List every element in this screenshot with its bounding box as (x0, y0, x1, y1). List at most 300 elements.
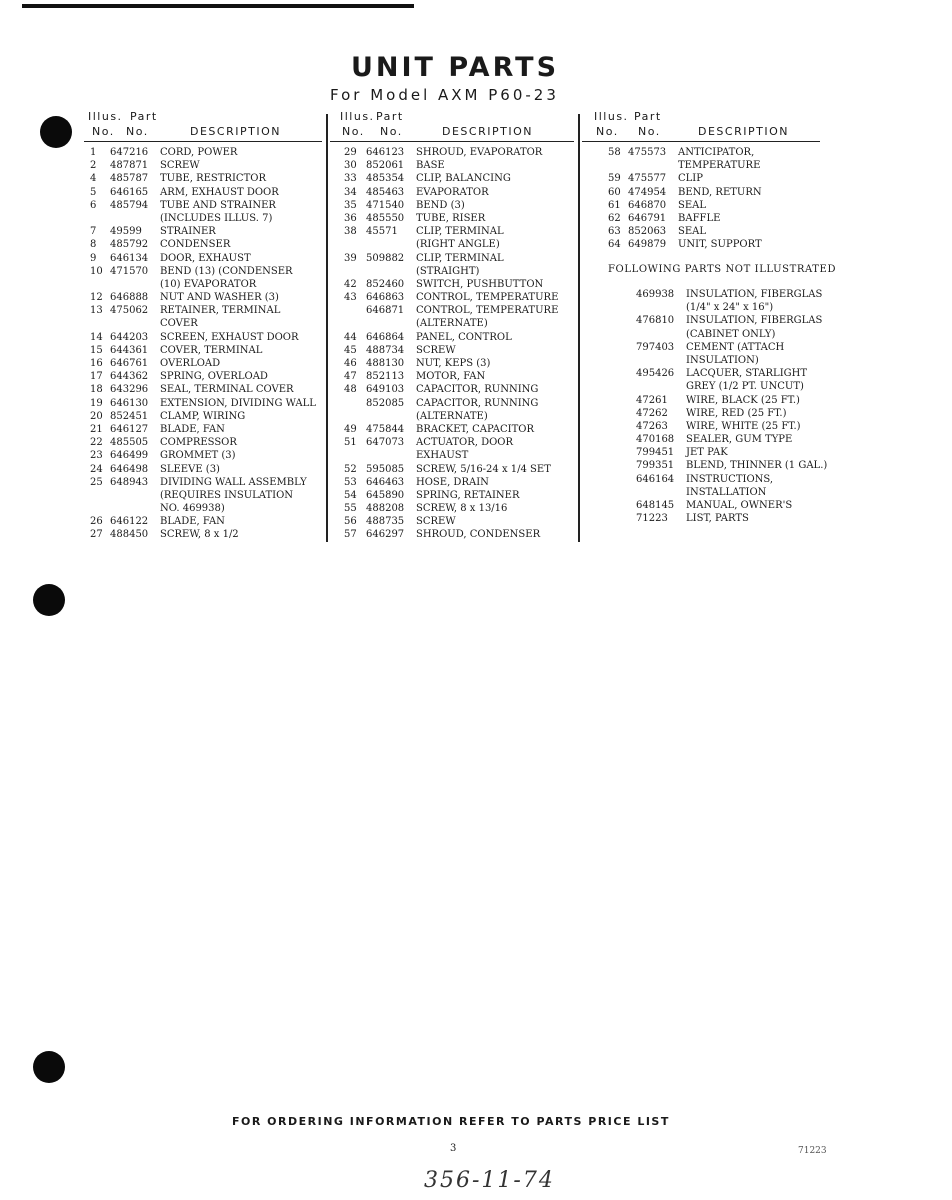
part-number: 45571 (366, 226, 398, 238)
part-number: 646134 (110, 252, 149, 264)
parts-list (330, 146, 576, 542)
parts-column-1 (84, 110, 324, 542)
parts-list (582, 146, 822, 252)
illus-number: 12 (90, 292, 103, 304)
part-row (330, 423, 576, 436)
header-illus-no: No. (342, 125, 365, 138)
part-row (84, 357, 324, 370)
part-row (330, 199, 576, 212)
part-number: 595085 (366, 463, 405, 475)
part-row (84, 172, 324, 185)
part-row (84, 463, 324, 476)
part-number: 475062 (110, 305, 149, 317)
part-row (582, 172, 822, 185)
illus-number: 16 (90, 358, 103, 369)
part-description: COVER (160, 318, 198, 330)
part-number: 646871 (366, 305, 405, 317)
illus-number: 15 (90, 344, 103, 356)
header-illus: Illus. (340, 110, 375, 123)
part-number: 647073 (366, 437, 405, 449)
part-number: 852113 (366, 371, 405, 383)
part-description: SEAL (678, 226, 707, 238)
illus-number: 1 (90, 147, 97, 158)
illus-number: 6 (90, 199, 97, 211)
illus-number: 33 (344, 173, 357, 185)
part-description: COMPRESSOR (160, 437, 237, 449)
part-number: 49599 (110, 226, 142, 238)
part-description: ARM, EXHAUST DOOR (160, 186, 279, 198)
part-description: TUBE, RISER (416, 212, 486, 224)
part-description: CLAMP, WIRING (160, 410, 246, 422)
illus-number: 61 (608, 199, 621, 211)
part-number: 852460 (366, 278, 405, 290)
illus-number: 4 (90, 173, 97, 185)
part-row (330, 370, 576, 383)
part-row (330, 225, 576, 238)
part-description: INSULATION) (686, 354, 759, 366)
part-row (330, 528, 576, 541)
part-description: COVER, TERMINAL (160, 344, 263, 356)
part-description: TUBE AND STRAINER (160, 199, 276, 211)
model-subtitle: For Model AXM P60-23 (330, 86, 559, 104)
part-number: 485787 (110, 173, 149, 185)
part-row (330, 436, 576, 449)
part-description: BLEND, THINNER (1 GAL.) (686, 460, 828, 472)
header-part: Part (130, 110, 158, 123)
part-number: 646761 (110, 358, 149, 369)
illus-number: 56 (344, 516, 357, 528)
part-number: 644362 (110, 371, 149, 383)
part-description: STRAINER (160, 226, 216, 238)
part-row (84, 317, 324, 330)
part-number: 475577 (628, 173, 667, 185)
ordering-footer: FOR ORDERING INFORMATION REFER TO PARTS PRICE LIST (232, 1115, 670, 1128)
part-row (582, 225, 822, 238)
part-number: 644361 (110, 344, 149, 356)
part-number: 646297 (366, 529, 405, 541)
illus-number: 54 (344, 489, 357, 501)
illus-number: 25 (90, 476, 103, 488)
part-number: 469938 (636, 289, 675, 300)
part-row (84, 397, 324, 410)
part-description: CLIP, BALANCING (416, 173, 511, 185)
illus-number: 57 (344, 529, 357, 541)
part-description: LIST, PARTS (686, 513, 749, 525)
part-row (330, 476, 576, 489)
part-description: EXTENSION, DIVIDING WALL (160, 397, 316, 409)
part-description: SCREW (160, 160, 200, 172)
part-description: SCREEN, EXHAUST DOOR (160, 331, 299, 343)
part-row (330, 265, 576, 278)
illus-number: 53 (344, 476, 357, 488)
part-number: 475844 (366, 423, 405, 435)
header-part: Part (376, 110, 404, 123)
part-row (330, 463, 576, 476)
part-row (330, 238, 576, 251)
part-row (84, 212, 324, 225)
part-number: 799351 (636, 460, 675, 472)
part-number: 485792 (110, 239, 149, 251)
parts-column-2 (330, 110, 576, 542)
part-row (84, 476, 324, 489)
column-divider-1 (326, 114, 328, 542)
illus-number: 13 (90, 305, 103, 317)
part-row (84, 238, 324, 251)
illus-number: 24 (90, 463, 103, 475)
part-description: SLEEVE (3) (160, 463, 220, 475)
part-description: CONDENSER (160, 239, 231, 251)
part-description: WIRE, BLACK (25 FT.) (686, 394, 800, 406)
illus-number: 17 (90, 371, 103, 383)
part-description: CONTROL, TEMPERATURE (416, 305, 559, 317)
part-number: 646130 (110, 397, 149, 409)
illus-number: 35 (344, 199, 357, 211)
column-divider-2 (578, 114, 580, 542)
illus-number: 20 (90, 410, 103, 422)
part-description: INSTRUCTIONS, (686, 473, 774, 485)
part-description: SEAL, TERMINAL COVER (160, 384, 294, 396)
part-number: 476810 (636, 315, 675, 327)
part-description: GROMMET (3) (160, 450, 236, 462)
part-number: 47263 (636, 420, 668, 432)
part-row (330, 172, 576, 185)
part-description: (ALTERNATE) (416, 410, 488, 422)
illus-number: 55 (344, 503, 357, 515)
part-number: 646499 (110, 450, 149, 462)
part-row (582, 238, 822, 251)
illus-number: 58 (608, 147, 621, 158)
part-number: 485354 (366, 173, 405, 185)
header-rule (582, 141, 820, 142)
header-part-no: No. (638, 125, 661, 138)
part-description: BLADE, FAN (160, 423, 225, 435)
part-description: SHROUD, EVAPORATOR (416, 147, 543, 158)
illus-number: 5 (90, 186, 97, 198)
part-description: INSTALLATION (686, 486, 767, 498)
illus-number: 62 (608, 212, 621, 224)
illus-number: 52 (344, 463, 357, 475)
part-row (582, 186, 822, 199)
part-description: WIRE, WHITE (25 FT.) (686, 420, 801, 432)
illus-number: 47 (344, 371, 357, 383)
part-number: 47261 (636, 394, 668, 406)
part-description: JET PAK (686, 447, 728, 459)
part-number: 488130 (366, 358, 405, 369)
illus-number: 30 (344, 160, 357, 172)
illus-number: 42 (344, 278, 357, 290)
part-description: CAPACITOR, RUNNING (416, 384, 539, 396)
part-row (84, 186, 324, 199)
part-description: NO. 469938) (160, 503, 225, 515)
part-description: DOOR, EXHAUST (160, 252, 251, 264)
part-number: 643296 (110, 384, 149, 396)
illus-number: 59 (608, 173, 621, 185)
part-number: 797403 (636, 341, 675, 353)
part-row (84, 344, 324, 357)
part-description: SCREW (416, 344, 456, 356)
part-number: 852061 (366, 160, 405, 172)
part-row (330, 357, 576, 370)
part-number: 485550 (366, 212, 405, 224)
part-number: 645890 (366, 489, 405, 501)
part-number: 646863 (366, 292, 405, 304)
part-number: 646127 (110, 423, 149, 435)
illus-number: 14 (90, 331, 103, 343)
part-number: 646498 (110, 463, 149, 475)
part-description: TEMPERATURE (678, 160, 761, 172)
part-description: BEND, RETURN (678, 186, 762, 198)
part-description: GREY (1/2 PT. UNCUT) (686, 381, 804, 393)
part-number: 852063 (628, 226, 667, 238)
part-row (84, 159, 324, 172)
part-description: SWITCH, PUSHBUTTON (416, 278, 544, 290)
part-number: 799451 (636, 447, 675, 459)
part-description: (CABINET ONLY) (686, 328, 776, 340)
part-description: (10) EVAPORATOR (160, 278, 257, 290)
part-row (84, 331, 324, 344)
part-row (84, 423, 324, 436)
part-description: BASE (416, 160, 445, 172)
handwritten-note: 356-11-74 (424, 1168, 555, 1193)
part-description: SEAL (678, 199, 707, 211)
illus-number: 46 (344, 358, 357, 369)
part-row (330, 502, 576, 515)
part-description: CLIP, TERMINAL (416, 252, 504, 264)
part-description: BLADE, FAN (160, 516, 225, 528)
part-number: 474954 (628, 186, 667, 198)
part-number: 649103 (366, 384, 405, 396)
part-number: 646870 (628, 199, 667, 211)
punch-hole-top (40, 116, 72, 148)
not-illustrated-heading: FOLLOWING PARTS NOT ILLUSTRATED (608, 264, 837, 275)
illus-number: 9 (90, 252, 97, 264)
part-number: 485463 (366, 186, 405, 198)
part-number: 646122 (110, 516, 149, 528)
part-row (84, 515, 324, 528)
part-number: 646864 (366, 331, 405, 343)
corner-code: 71223 (798, 1146, 827, 1156)
illus-number: 43 (344, 292, 357, 304)
part-row (330, 449, 576, 462)
punch-hole-bottom (33, 1051, 65, 1083)
part-description: ACTUATOR, DOOR (416, 437, 514, 449)
part-description: HOSE, DRAIN (416, 476, 489, 488)
part-description: BRACKET, CAPACITOR (416, 423, 534, 435)
part-row (84, 383, 324, 396)
part-number: 509882 (366, 252, 405, 264)
part-number: 646165 (110, 186, 149, 198)
part-row (330, 383, 576, 396)
part-description: (REQUIRES INSULATION (160, 489, 294, 501)
part-row (84, 489, 324, 502)
part-number: 485794 (110, 199, 149, 211)
illus-number: 36 (344, 212, 357, 224)
part-row (84, 449, 324, 462)
part-row (84, 291, 324, 304)
part-row (582, 159, 822, 172)
part-description: SEALER, GUM TYPE (686, 434, 793, 446)
illus-number: 45 (344, 344, 357, 356)
part-row (330, 489, 576, 502)
part-description: CEMENT (ATTACH (686, 341, 785, 353)
part-description: OVERLOAD (160, 358, 221, 369)
part-description: SCREW, 8 x 13/16 (416, 503, 508, 515)
part-description: CONTROL, TEMPERATURE (416, 292, 559, 304)
illus-number: 64 (608, 239, 621, 251)
part-number: 475573 (628, 147, 667, 158)
part-number: 488735 (366, 516, 405, 528)
part-number: 485505 (110, 437, 149, 449)
part-number: 646463 (366, 476, 405, 488)
part-row (330, 212, 576, 225)
part-description: RETAINER, TERMINAL (160, 305, 281, 317)
header-description: DESCRIPTION (442, 125, 533, 138)
part-number: 646791 (628, 212, 667, 224)
illus-number: 60 (608, 186, 621, 198)
part-row (84, 410, 324, 423)
part-description: BAFFLE (678, 212, 721, 224)
part-row (330, 291, 576, 304)
part-row (330, 331, 576, 344)
page-number: 3 (450, 1143, 457, 1154)
header-illus-no: No. (596, 125, 619, 138)
part-row (84, 146, 324, 159)
column-header (330, 110, 576, 142)
part-description: INSULATION, FIBERGLAS (686, 289, 823, 300)
top-rule (22, 4, 414, 8)
part-number: 646164 (636, 473, 675, 485)
part-description: MOTOR, FAN (416, 371, 486, 383)
part-row (84, 304, 324, 317)
part-description: (STRAIGHT) (416, 265, 480, 277)
part-number: 470168 (636, 434, 675, 446)
header-illus: Illus. (594, 110, 629, 123)
part-number: 648145 (636, 500, 675, 511)
part-description: PANEL, CONTROL (416, 331, 512, 343)
part-row (330, 344, 576, 357)
column-header (582, 110, 822, 142)
header-illus: Illus. (88, 110, 123, 123)
part-row (84, 436, 324, 449)
part-description: DIVIDING WALL ASSEMBLY (160, 476, 307, 488)
part-description: SCREW (416, 516, 456, 528)
part-row (330, 278, 576, 291)
part-description: (1/4" x 24" x 16") (686, 302, 774, 314)
part-row (84, 528, 324, 541)
illus-number: 38 (344, 226, 357, 238)
illus-number: 39 (344, 252, 357, 264)
header-part-no: No. (380, 125, 403, 138)
part-row (84, 370, 324, 383)
illus-number: 18 (90, 384, 103, 396)
part-row (330, 304, 576, 317)
part-description: SCREW, 5/16-24 x 1/4 SET (416, 463, 551, 475)
part-row (84, 225, 324, 238)
part-row (84, 252, 324, 265)
part-row (84, 265, 324, 278)
header-rule (84, 141, 322, 142)
header-rule (330, 141, 574, 142)
part-description: CLIP, TERMINAL (416, 226, 504, 238)
part-description: SCREW, 8 x 1/2 (160, 529, 239, 541)
part-row (84, 502, 324, 515)
part-description: BEND (13) (CONDENSER (160, 265, 293, 277)
column-header (84, 110, 324, 142)
part-description: TUBE, RESTRICTOR (160, 173, 266, 185)
part-number: 852085 (366, 397, 405, 409)
part-number: 644203 (110, 331, 149, 343)
part-description: (INCLUDES ILLUS. 7) (160, 212, 273, 224)
part-row (330, 186, 576, 199)
part-description: MANUAL, OWNER'S (686, 500, 793, 511)
part-description: SPRING, OVERLOAD (160, 371, 268, 383)
part-description: CAPACITOR, RUNNING (416, 397, 539, 409)
part-row (330, 397, 576, 410)
illus-number: 2 (90, 160, 97, 172)
part-number: 646888 (110, 292, 149, 304)
part-number: 649879 (628, 239, 667, 251)
part-number: 487871 (110, 160, 149, 172)
illus-number: 19 (90, 397, 103, 409)
part-description: ANTICIPATOR, (678, 147, 755, 158)
part-description: (ALTERNATE) (416, 318, 488, 330)
part-number: 71223 (636, 513, 668, 525)
part-row (330, 159, 576, 172)
illus-number: 29 (344, 147, 357, 158)
part-description: (RIGHT ANGLE) (416, 239, 500, 251)
parts-column-3 (582, 110, 822, 252)
part-row (582, 212, 822, 225)
part-row (330, 410, 576, 423)
part-number: 471540 (366, 199, 405, 211)
illus-number: 8 (90, 239, 97, 251)
illus-number: 23 (90, 450, 103, 462)
part-number: 488450 (110, 529, 149, 541)
part-row (582, 199, 822, 212)
part-description: LACQUER, STARLIGHT (686, 368, 808, 380)
part-row (330, 146, 576, 159)
illus-number: 26 (90, 516, 103, 528)
part-description: SPRING, RETAINER (416, 489, 520, 501)
part-description: NUT AND WASHER (3) (160, 292, 279, 304)
punch-hole-middle (33, 584, 65, 616)
part-row (330, 515, 576, 528)
part-description: CORD, POWER (160, 147, 238, 158)
illus-number: 63 (608, 226, 621, 238)
parts-list (84, 146, 324, 542)
header-description: DESCRIPTION (190, 125, 281, 138)
part-number: 488734 (366, 344, 405, 356)
part-row (84, 199, 324, 212)
part-number: 648943 (110, 476, 149, 488)
header-illus-no: No. (92, 125, 115, 138)
part-row (84, 278, 324, 291)
illus-number: 49 (344, 423, 357, 435)
part-description: NUT, KEPS (3) (416, 358, 491, 369)
part-row (582, 146, 822, 159)
part-description: INSULATION, FIBERGLAS (686, 315, 823, 327)
illus-number: 27 (90, 529, 103, 541)
part-number: 646123 (366, 147, 405, 158)
part-description: EXHAUST (416, 450, 469, 462)
illus-number: 10 (90, 265, 103, 277)
part-row (330, 317, 576, 330)
header-description: DESCRIPTION (698, 125, 789, 138)
part-number: 488208 (366, 503, 405, 515)
part-description: EVAPORATOR (416, 186, 489, 198)
part-description: BEND (3) (416, 199, 465, 211)
part-number: 471570 (110, 265, 149, 277)
